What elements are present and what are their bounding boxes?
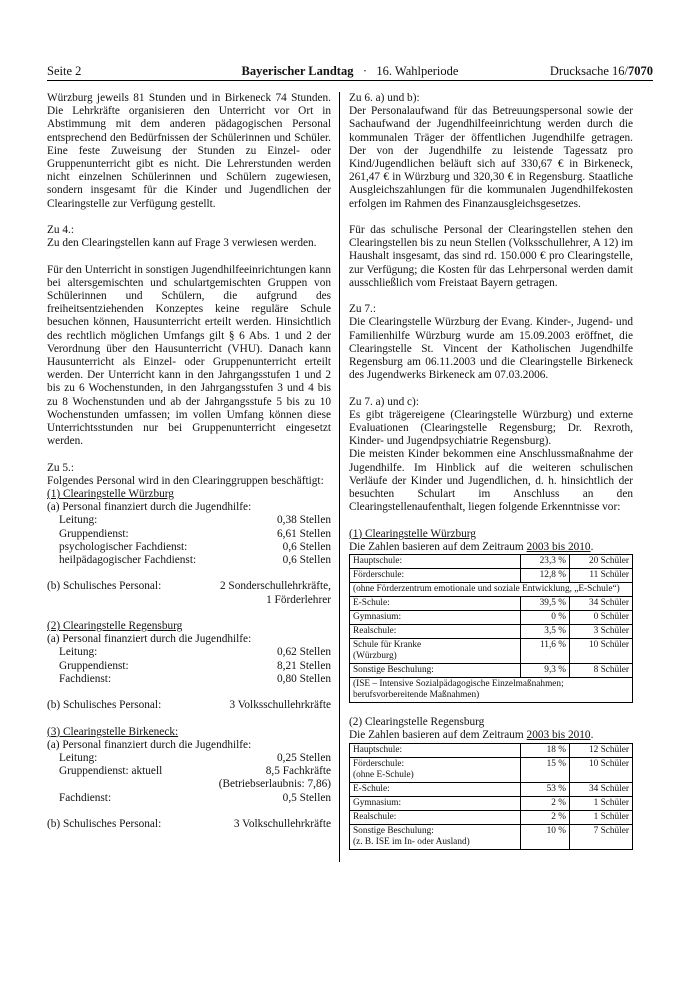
landtag-name: Bayerischer Landtag [241,64,354,78]
personnel-value: 0,6 Stellen [282,540,331,553]
percent-cell: 2 % [521,796,570,810]
school-type-cell [350,824,521,849]
personnel-subheading: (a) Personal finanziert durch die Jugendhilfe: [47,738,252,751]
personnel-row [47,528,331,541]
table-row [350,757,633,782]
personnel-row [47,646,331,659]
count-cell: 34 Schüler [570,782,633,796]
percent-cell: 23,3 % [521,555,570,569]
percent-cell: 3,5 % [521,625,570,639]
clearingstelle-title: (3) Clearingstelle Birkeneck: [47,725,179,738]
percent-cell: 53 % [521,782,570,796]
drucksache-number: 7070 [628,64,653,78]
subtitle-years: 2003 bis 2010 [526,729,591,742]
paragraph: Es gibt trägereigene (Clearingstelle Würzburg) und externe Evaluationen (Clearingstelle Regensburg; Dr. Rexroth, Kinder- und Jugendpsychiatrie Regensburg). [349,408,633,448]
school-staff-row [47,580,331,593]
percent-cell: 12,8 % [521,569,570,583]
personnel-value: 6,61 Stellen [277,527,331,540]
school-type-line: Förderschule: [353,758,405,769]
section-heading: Zu 4.: [47,224,74,237]
personnel-value: 0,80 Stellen [277,672,331,685]
subtitle-end: . [590,729,594,742]
school-type-line: (z. B. ISE im In- oder Ausland) [353,836,470,847]
clearingstelle-title: (2) Clearingstelle Regensburg [47,620,183,633]
personnel-value: 0,25 Stellen [277,752,331,765]
personnel-row [47,792,331,805]
school-staff-value: 3 Volkschullehrkräfte [233,818,331,831]
personnel-label: Gruppendienst: [59,659,129,672]
table-subtitle [349,541,633,554]
personnel-list [47,514,331,567]
page-number: Seite 2 [47,64,82,78]
table-row [350,743,633,757]
personnel-label: Leitung: [59,646,98,659]
count-cell: 20 Schüler [570,555,633,569]
subtitle-text: Die Zahlen basieren auf dem Zeitraum [349,540,527,553]
table-row [350,796,633,810]
school-type-cell: Realschule: [350,810,521,824]
personnel-subheading: (a) Personal finanziert durch die Jugendhilfe: [47,501,252,514]
personnel-label: Gruppendienst: [59,527,129,540]
table-row [350,664,633,678]
table-row [350,597,633,611]
count-cell: 34 Schüler [570,597,633,611]
percent-cell: 9,3 % [521,664,570,678]
section-heading: Zu 7. a) und c): [349,395,419,408]
percent-cell: 15 % [521,757,570,782]
personnel-row [47,541,331,554]
statistics-table-regensburg [349,743,633,850]
subtitle-end: . [590,540,594,553]
page-header [47,64,653,81]
school-type-cell [350,639,521,664]
section-heading: Zu 6. a) und b): [349,92,420,104]
personnel-label: Fachdienst: [59,672,112,685]
right-column [349,92,633,850]
school-staff-value: 1 Förderlehrer [266,593,331,606]
school-type-cell: Hauptschule: [350,743,521,757]
school-staff-label: (b) Schulisches Personal: [47,580,162,593]
personnel-list [47,646,331,686]
percent-cell: 11,6 % [521,639,570,664]
school-type-cell: Gymnasium: [350,796,521,810]
clearingstelle-title: (1) Clearingstelle Würzburg [47,488,174,501]
personnel-row [47,554,331,567]
header-separator: · [362,64,367,78]
personnel-row [47,660,331,673]
subtitle-text: Die Zahlen basieren auf dem Zeitraum [349,729,527,742]
paragraph: Für den Unterricht in sonstigen Jugendhilfeeinrichtungen kann bei altersgemischten und schulartgemischten Gruppen von Schülerinnen und Schülern, die aufgrund des freiheitsentziehenden Konzeptes keine reguläre Schule besuchen können, Hausunterricht erteilt werden. Hinsichtlich des rechtlich möglichen Umfangs gilt § 6 Abs. 1 und 2 der Verordnung über den Hausunterricht (VHU). Danach kann Hausunterricht als Einzel- oder Gruppenunterricht erteilt werden. Der Unterricht kann in den Jahrgangsstufen 1 und 2 bis zu 6 Wochenstunden, in den Jahrgangsstufen 3 und 4 bis zu 8 Wochenstunden und ab der Jahrgangsstufe 5 bis zu 10 Wochenstunden umfassen; im vollen Umfang können diese Unterrichtsstunden nur bei Gruppenunterricht eingesetzt werden. [47,263,331,448]
personnel-value: 0,5 Stellen [282,791,331,804]
percent-cell: 0 % [521,611,570,625]
school-type-line: Sonstige Beschulung: [353,825,434,836]
personnel-row [47,752,331,765]
table-row [350,569,633,583]
percent-cell: 2 % [521,810,570,824]
count-cell: 8 Schüler [570,664,633,678]
count-cell: 3 Schüler [570,625,633,639]
drucksache [550,64,653,79]
subtitle-years: 2003 bis 2010 [526,540,591,553]
statistics-table-wuerzburg [349,554,633,703]
section-heading: Zu 5.: [47,461,74,474]
school-type-line: (ohne E-Schule) [353,769,414,780]
count-cell: 11 Schüler [570,569,633,583]
table-row [350,625,633,639]
school-type-cell: E-Schule: [350,597,521,611]
personnel-value: 8,21 Stellen [277,659,331,672]
personnel-value: 0,6 Stellen [282,554,331,567]
percent-cell: 18 % [521,743,570,757]
school-staff-value: 3 Volksschullehrkräfte [229,699,331,712]
personnel-value: 0,38 Stellen [277,514,331,527]
paragraph: Für das schulische Personal der Clearingstellen stehen den Clearingstellen bis zu neun Stellen (Volksschullehrer, A 12) im Haushalt insgesamt, das sind rd. 150.000 € pro Clearingstelle, zur Verfügung; die Kosten für das Lehrpersonal werden damit ausschließlich vom Freistaat Bayern getragen. [349,224,633,289]
wahlperiode: 16. Wahlperiode [376,64,459,78]
table-row [350,583,633,597]
drucksache-prefix: Drucksache 16/ [549,64,628,78]
school-type-cell: Gymnasium: [350,611,521,625]
table-row [350,810,633,824]
personnel-row [47,765,331,778]
personnel-row [47,673,331,686]
school-staff-value: 2 Sonderschullehrkräfte, [219,580,331,593]
personnel-note: (Betriebserlaubnis: 7,86) [218,778,331,791]
table-note: (ISE – Intensive Sozialpädagogische Einzelmaßnahmen; berufsvorbereitende Maßnahmen) [350,678,633,703]
table-row [350,555,633,569]
personnel-label: psychologischer Fachdienst: [59,540,188,553]
personnel-label: Leitung: [59,752,98,765]
school-type-cell: Hauptschule: [350,555,521,569]
school-staff-row [47,818,331,831]
count-cell: 10 Schüler [570,757,633,782]
table-row [350,824,633,849]
table-subtitle [349,729,633,742]
count-cell: 10 Schüler [570,639,633,664]
paragraph: Folgendes Personal wird in den Clearinggruppen beschäftigt: [47,474,324,487]
school-staff-row [47,699,331,712]
personnel-label: Leitung: [59,514,98,527]
school-type-cell: Sonstige Beschulung: [350,664,521,678]
personnel-subheading: (a) Personal finanziert durch die Jugendhilfe: [47,633,252,646]
paragraph: Die meisten Kinder bekommen eine Anschlussmaßnahme der Jugendhilfe. Im Hinblick auf die weiteren schulischen Verläufe der Kinder und Jugendlichen, d. h. hinsichtlich der besuchten Schulart im Anschluss an den Clearingstellenaufenthalt, liegen folgende Erkenntnisse vor: [349,448,633,514]
table-row [350,639,633,664]
personnel-row [47,514,331,527]
table-title: (2) Clearingstelle Regensburg [349,716,485,729]
table-row [350,782,633,796]
school-type-cell [350,757,521,782]
percent-cell: 10 % [521,824,570,849]
school-staff-label: (b) Schulisches Personal: [47,699,162,712]
section-heading: Zu 7.: [349,303,376,316]
school-type-line: Schule für Kranke [353,640,422,651]
percent-cell: 39,5 % [521,597,570,611]
column-divider [339,92,340,862]
table-note: (ohne Förderzentrum emotionale und soziale Entwicklung, „E-Schule“) [350,583,633,597]
school-type-cell: E-Schule: [350,782,521,796]
paragraph: Zu den Clearingstellen kann auf Frage 3 verwiesen werden. [47,237,317,250]
table-row [350,678,633,703]
left-column [47,92,331,831]
paragraph: Der Personalaufwand für das Betreuungspersonal sowie der Sachaufwand der Jugendhilfeeinrichtung werden durch die kommunalen Träger der öffentlichen Jugendhilfe getragen. Der von der Jugendhilfe zu leistende Tagessatz pro Kind/Jugendlichen beläuft sich auf 330,67 € in Birkeneck, 261,47 € in Würzburg und 320,30 € in Regensburg. Staatliche Ausgleichszahlungen für die kommunalen Jugendhilfekosten erfolgen im Rahmen des Finanzausgleichsgesetzes. [349,105,633,210]
school-type-cell: Förderschule: [350,569,521,583]
table-row [350,611,633,625]
count-cell: 1 Schüler [570,810,633,824]
personnel-value: 8,5 Fachkräfte [265,765,331,778]
paragraph: Würzburg jeweils 81 Stunden und in Birkeneck 74 Stunden. Die Lehrkräfte organisieren den Unterricht vor Ort in Abstimmung mit dem anderen pädagogischen Personal entsprechend den Bedürfnissen der Schülerinnen und Schüler. Eine feste Zuweisung der Stunden zu Einzel- oder Gruppenunterricht gibt es nicht. Die Lehrerstunden werden nicht einzelnen Schülerinnen und Schülern zugewiesen, sondern insgesamt für die Kinder und Jugendlichen der Clearingstelle zur Verfügung gestellt. [47,92,331,210]
personnel-label: Gruppendienst: aktuell [59,765,163,778]
school-type-cell: Realschule: [350,625,521,639]
paragraph: Die Clearingstelle Würzburg der Evang. Kinder-, Jugend- und Familienhilfe Würzburg wurde am 15.09.2003 eröffnet, die Clearingstelle St. Vincent der Katholischen Jugendhilfe Regensburg am 06.11.2003 und die Clearingstelle Birkeneck des Jugendwerks Birkeneck am 07.03.2006. [349,316,633,382]
count-cell: 0 Schüler [570,611,633,625]
count-cell: 7 Schüler [570,824,633,849]
table-title: (1) Clearingstelle Würzburg [349,527,476,540]
personnel-value: 0,62 Stellen [277,646,331,659]
count-cell: 1 Schüler [570,796,633,810]
school-type-line: (Würzburg) [353,651,397,662]
school-staff-label: (b) Schulisches Personal: [47,818,162,831]
count-cell: 12 Schüler [570,743,633,757]
personnel-label: heilpädagogischer Fachdienst: [59,554,197,567]
personnel-label: Fachdienst: [59,791,112,804]
